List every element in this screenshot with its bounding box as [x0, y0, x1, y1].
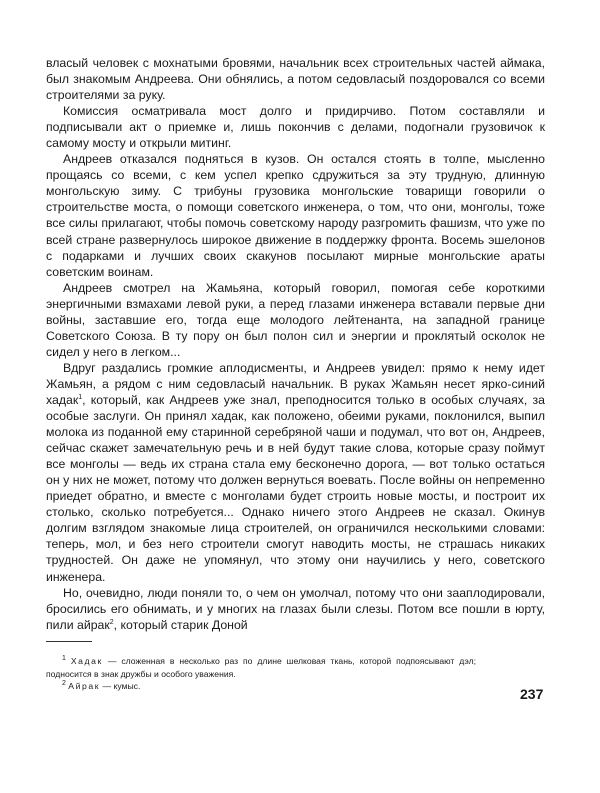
paragraph-text: , который, как Андреев уже знал, преподносится только в особых случаях, за особые заслуги. Он принял хадак, как положено, обеими руками, поклонился, выпил молока из поданной ему старинной серебряной чаши и подумал, что вот он, Андреев, сейчас скажет замечательную речь и в ней будут такие слова, которые сразу поймут все монголы — ведь их страна стала ему бесконечно дорога, — вот только остаться он у них не может, потому что должен вернуться воевать. После войны он непременно приедет обратно, и вместе с монголами будет строить новые мосты, и построит их столько, сколько потребуется... Однако ничего этого Андреев не сказал. Окинув долгим взглядом знакомые лица строителей, он ограничился несколькими словами: теперь, мол, и без него строители смогут наводить мосты, не страшась никаких трудностей. Он даже не упомянул, что этому они научились у него, советского инженера. [46, 392, 545, 584]
paragraph: Андреев отказался подняться в кузов. Он остался стоять в толпе, мысленно прощаясь со всеми, с кем успел крепко сдружиться за эту трудную, длинную монгольскую зиму. С трибуны грузовика монгольские товарищи говорили о строительстве моста, о помощи советского инженера, о том, что они, монголы, тоже все силы прилагают, чтобы помочь советскому народу разгромить фашизм, что уже по всей стране развернулось широкое движение в поддержку фронта. Восемь эшелонов с подарками и лучших своих скакунов посылают мирные монгольские араты советским воинам. [46, 152, 545, 279]
footnote-term: Айрак [68, 681, 101, 691]
paragraph-text: , который старик Доной [113, 617, 248, 632]
paragraph [46, 585, 545, 633]
footnote [46, 680, 476, 693]
paragraph: Комиссия осматривала мост долго и придирчиво. Потом составляли и подписывали акт о приемке и, лишь покончив с делами, подогнали грузовичок к самому мосту и открыли митинг. [46, 104, 545, 151]
footnote-number: 2 [62, 680, 66, 688]
footnote-text: — кумыс. [100, 681, 141, 691]
footnote-number: 1 [62, 655, 66, 663]
paragraph [46, 360, 545, 585]
footnote-term: Хадак [70, 656, 103, 666]
footnote-ref: 2 [109, 618, 114, 626]
footnote [46, 655, 476, 680]
paragraph: Андреев смотрел на Жамьяна, который говорил, помогая себе короткими энергичными взмахами левой руки, а перед глазами инженера вставали первые дни войны, заставшие его, тогда еще молодого лейтенанта, на западной границе Советского Союза. В ту пору он был полон сил и энергии и проклятый осколок не сидел у него в легком... [46, 280, 545, 359]
footnotes [46, 655, 476, 693]
page-number: 237 [520, 686, 544, 702]
footnote-text: — сложенная в несколько раз по длине шелковая ткань, которой подпоясывают дэл; подносится в знак дружбы и особого уважения. [46, 656, 476, 679]
paragraph-text: Вдруг раздались громкие аплодисменты, и Андреев увидел: прямо к нему идет Жамьян, а рядом с ним седовласый начальник. В руках Жамьян несет ярко-синий хадак [46, 360, 545, 407]
footnote-divider [46, 641, 92, 642]
paragraph-text: Но, очевидно, люди поняли то, о чем он умолчал, потому что они зааплодировали, бросились его обнимать, и у многих на глазах были слезы. Потом все пошли в юрту, пили айрак [46, 585, 545, 632]
main-text [46, 55, 545, 633]
paragraph: власый человек с мохнатыми бровями, начальник всех строительных частей аймака, был знакомым Андреева. Они обнялись, а потом седовласый поздоровался со всеми строителями за руку. [46, 56, 545, 103]
footnote-ref: 1 [78, 393, 83, 401]
